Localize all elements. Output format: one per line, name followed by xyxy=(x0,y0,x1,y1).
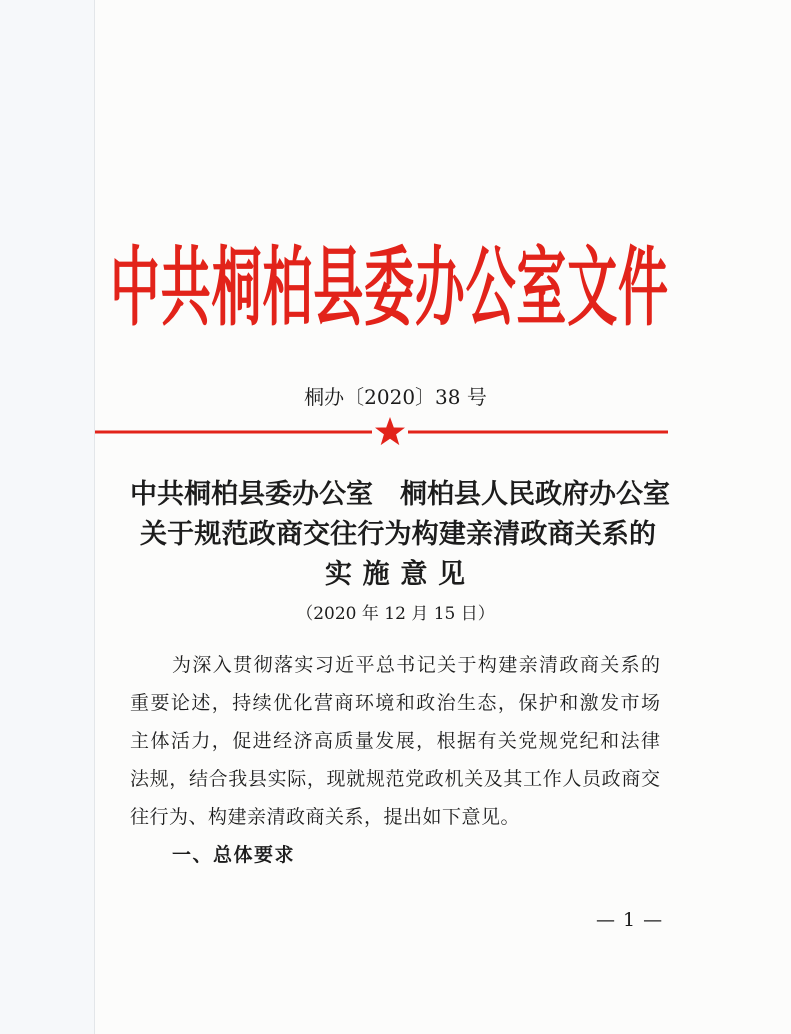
body-line: 法规，结合我县实际，现就规范党政机关及其工作人员政商交 xyxy=(130,768,660,790)
body-line: 重要论述，持续优化营商环境和政治生态，保护和激发市场 xyxy=(130,692,660,714)
issue-date: （2020 年 12 月 15 日） xyxy=(296,604,495,624)
page-number: — 1 — xyxy=(596,909,664,931)
scanned-page xyxy=(95,0,791,1034)
body-line: 主体活力，促进经济高质量发展，根据有关党规党纪和法律 xyxy=(130,730,660,752)
red-header-title: 中共桐柏县委办公室文件 xyxy=(110,238,668,338)
divider-line-left xyxy=(95,431,372,434)
title-line-type: 实施意见 xyxy=(325,559,465,590)
body-line: 为深入贯彻落实习近平总书记关于构建亲清政商关系的 xyxy=(172,654,660,676)
body-line: 往行为、构建亲清政商关系，提出如下意见。 xyxy=(130,806,521,828)
section-heading: 一、总体要求 xyxy=(172,844,296,866)
title-line-subject: 关于规范政商交往行为构建亲清政商关系的 xyxy=(140,519,656,550)
title-line-issuers: 中共桐柏县委办公室 桐柏县人民政府办公室 xyxy=(130,479,670,510)
divider-line-right xyxy=(408,431,668,434)
star-icon xyxy=(375,417,405,445)
red-divider xyxy=(95,416,670,448)
document-number: 桐办〔2020〕38 号 xyxy=(304,385,487,409)
